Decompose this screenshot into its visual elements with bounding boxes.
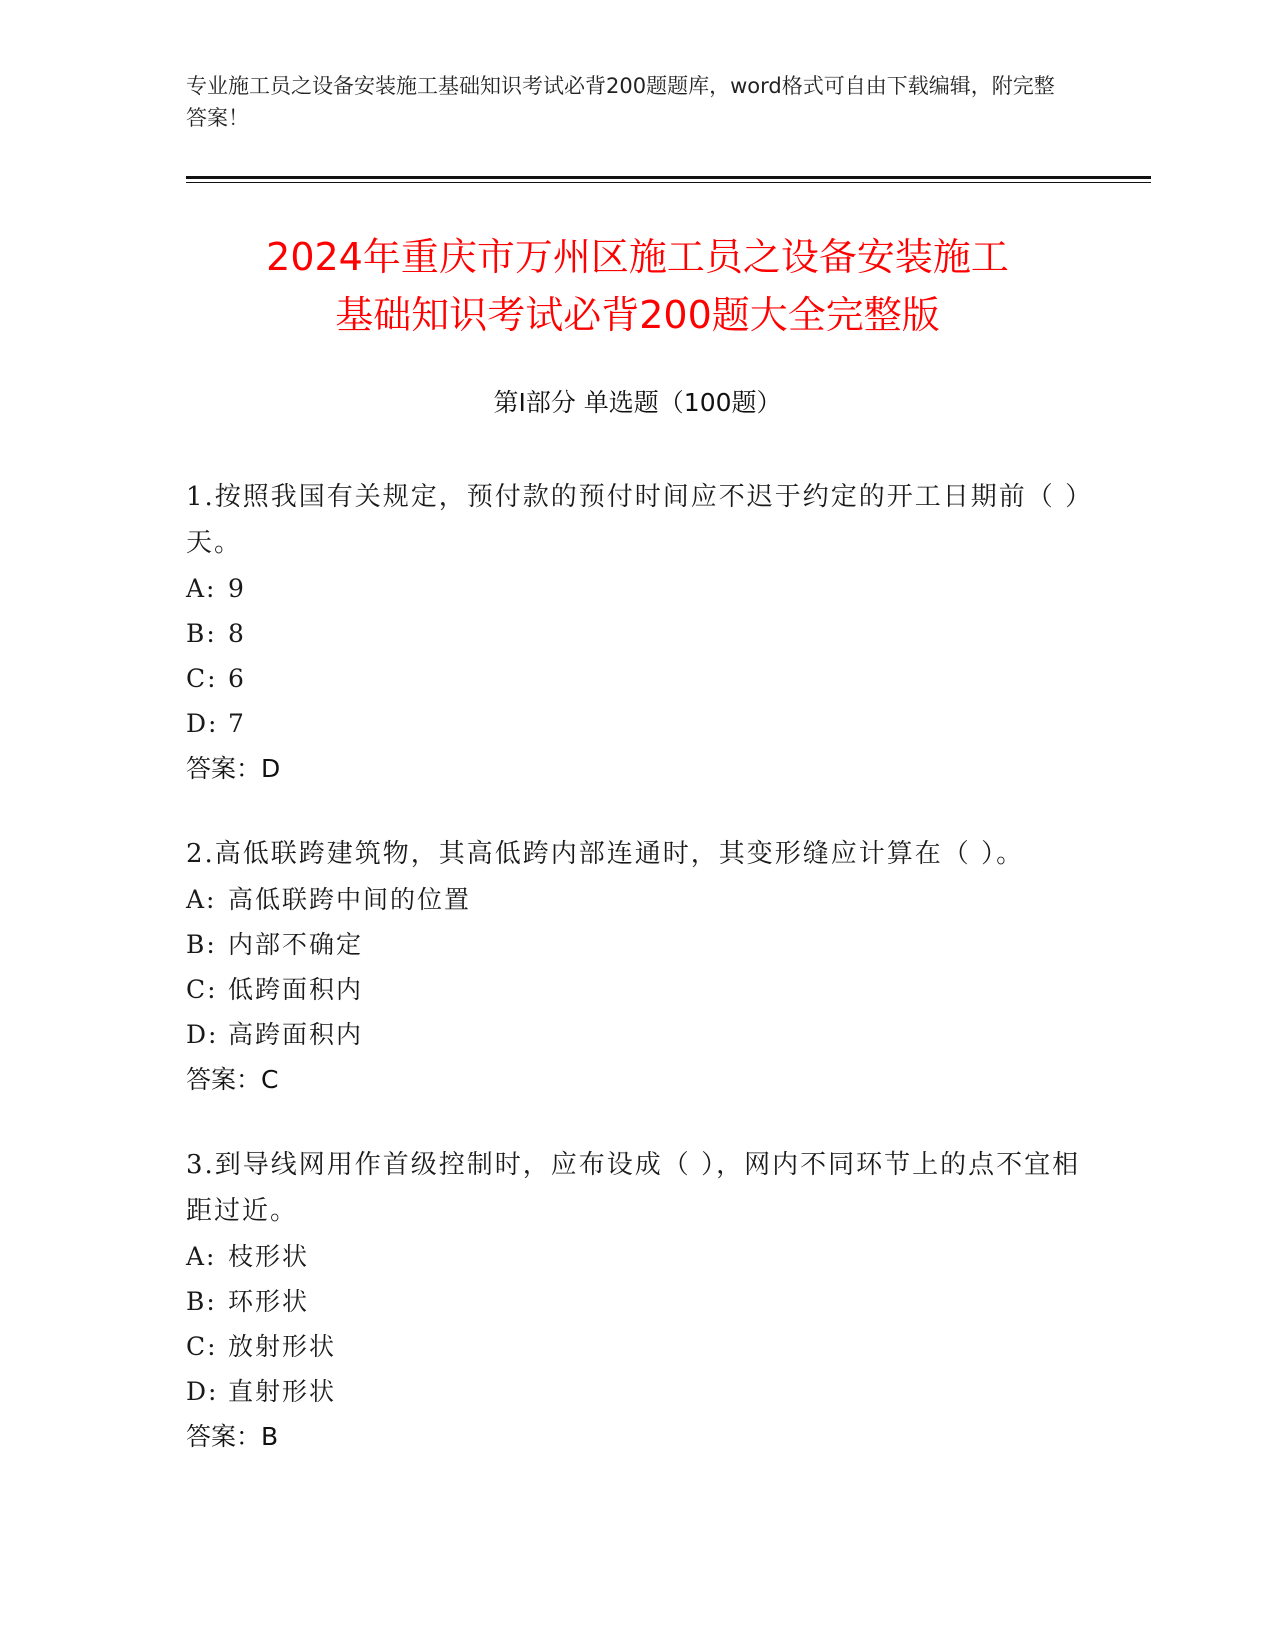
option-letter: B: xyxy=(186,1287,217,1316)
option-d xyxy=(186,701,1086,746)
question-2 xyxy=(186,831,1086,1102)
option-letter: B: xyxy=(186,930,217,959)
option-text: 6 xyxy=(228,664,246,693)
option-letter: A: xyxy=(186,1242,217,1271)
option-d xyxy=(186,1369,1086,1414)
answer-line xyxy=(186,1414,1086,1459)
header-rule-thin xyxy=(186,182,1151,183)
option-letter: D: xyxy=(186,1020,219,1049)
option-text: 放射形状 xyxy=(228,1332,337,1361)
option-text: 7 xyxy=(228,709,246,738)
document-title-line-1: 2024年重庆市万州区施工员之设备安装施工 xyxy=(266,235,1009,279)
answer-line xyxy=(186,746,1086,791)
answer-label: 答案： xyxy=(186,1422,262,1451)
answer-label: 答案： xyxy=(186,754,262,783)
answer-value: B xyxy=(261,1422,279,1451)
option-c xyxy=(186,1324,1086,1369)
section-title: 第Ⅰ部分 单选题（100题） xyxy=(493,388,782,417)
option-letter: C: xyxy=(186,1332,218,1361)
option-b xyxy=(186,1279,1086,1324)
option-d xyxy=(186,1012,1086,1057)
question-3 xyxy=(186,1142,1086,1459)
option-letter: A: xyxy=(186,574,217,603)
question-stem: 1.按照我国有关规定，预付款的预付时间应不迟于约定的开工日期前（ ）天。 xyxy=(186,482,1081,558)
option-text: 直射形状 xyxy=(228,1377,337,1406)
option-a xyxy=(186,1234,1086,1279)
option-text: 低跨面积内 xyxy=(228,975,364,1004)
option-a xyxy=(186,877,1086,922)
option-text: 9 xyxy=(228,574,246,603)
option-text: 8 xyxy=(228,619,246,648)
option-b xyxy=(186,922,1086,967)
option-letter: C: xyxy=(186,664,218,693)
option-letter: C: xyxy=(186,975,218,1004)
option-letter: A: xyxy=(186,885,217,914)
option-letter: D: xyxy=(186,1377,219,1406)
header-note: 专业施工员之设备安装施工基础知识考试必背200题题库，word格式可自由下载编辑，附完整答案！ xyxy=(186,74,1055,130)
question-list xyxy=(186,474,1086,1499)
question-stem: 2.高低联跨建筑物，其高低跨内部连通时，其变形缝应计算在（ ）。 xyxy=(186,839,1025,869)
option-b xyxy=(186,611,1086,656)
option-text: 枝形状 xyxy=(228,1242,310,1271)
option-text: 环形状 xyxy=(228,1287,310,1316)
option-letter: D: xyxy=(186,709,219,738)
question-1 xyxy=(186,474,1086,791)
option-letter: B: xyxy=(186,619,217,648)
option-text: 内部不确定 xyxy=(228,930,364,959)
option-c xyxy=(186,656,1086,701)
option-text: 高跨面积内 xyxy=(228,1020,364,1049)
document-title xyxy=(130,228,1145,344)
option-text: 高低联跨中间的位置 xyxy=(228,885,472,914)
answer-value: D xyxy=(261,754,281,783)
option-a xyxy=(186,566,1086,611)
option-c xyxy=(186,967,1086,1012)
question-stem: 3.到导线网用作首级控制时，应布设成（ ），网内不同环节上的点不宜相距过近。 xyxy=(186,1150,1081,1226)
answer-line xyxy=(186,1057,1086,1102)
header-rule-thick xyxy=(186,176,1151,179)
answer-label: 答案： xyxy=(186,1065,262,1094)
answer-value: C xyxy=(261,1065,279,1094)
document-title-line-2: 基础知识考试必背200题大全完整版 xyxy=(335,293,940,337)
